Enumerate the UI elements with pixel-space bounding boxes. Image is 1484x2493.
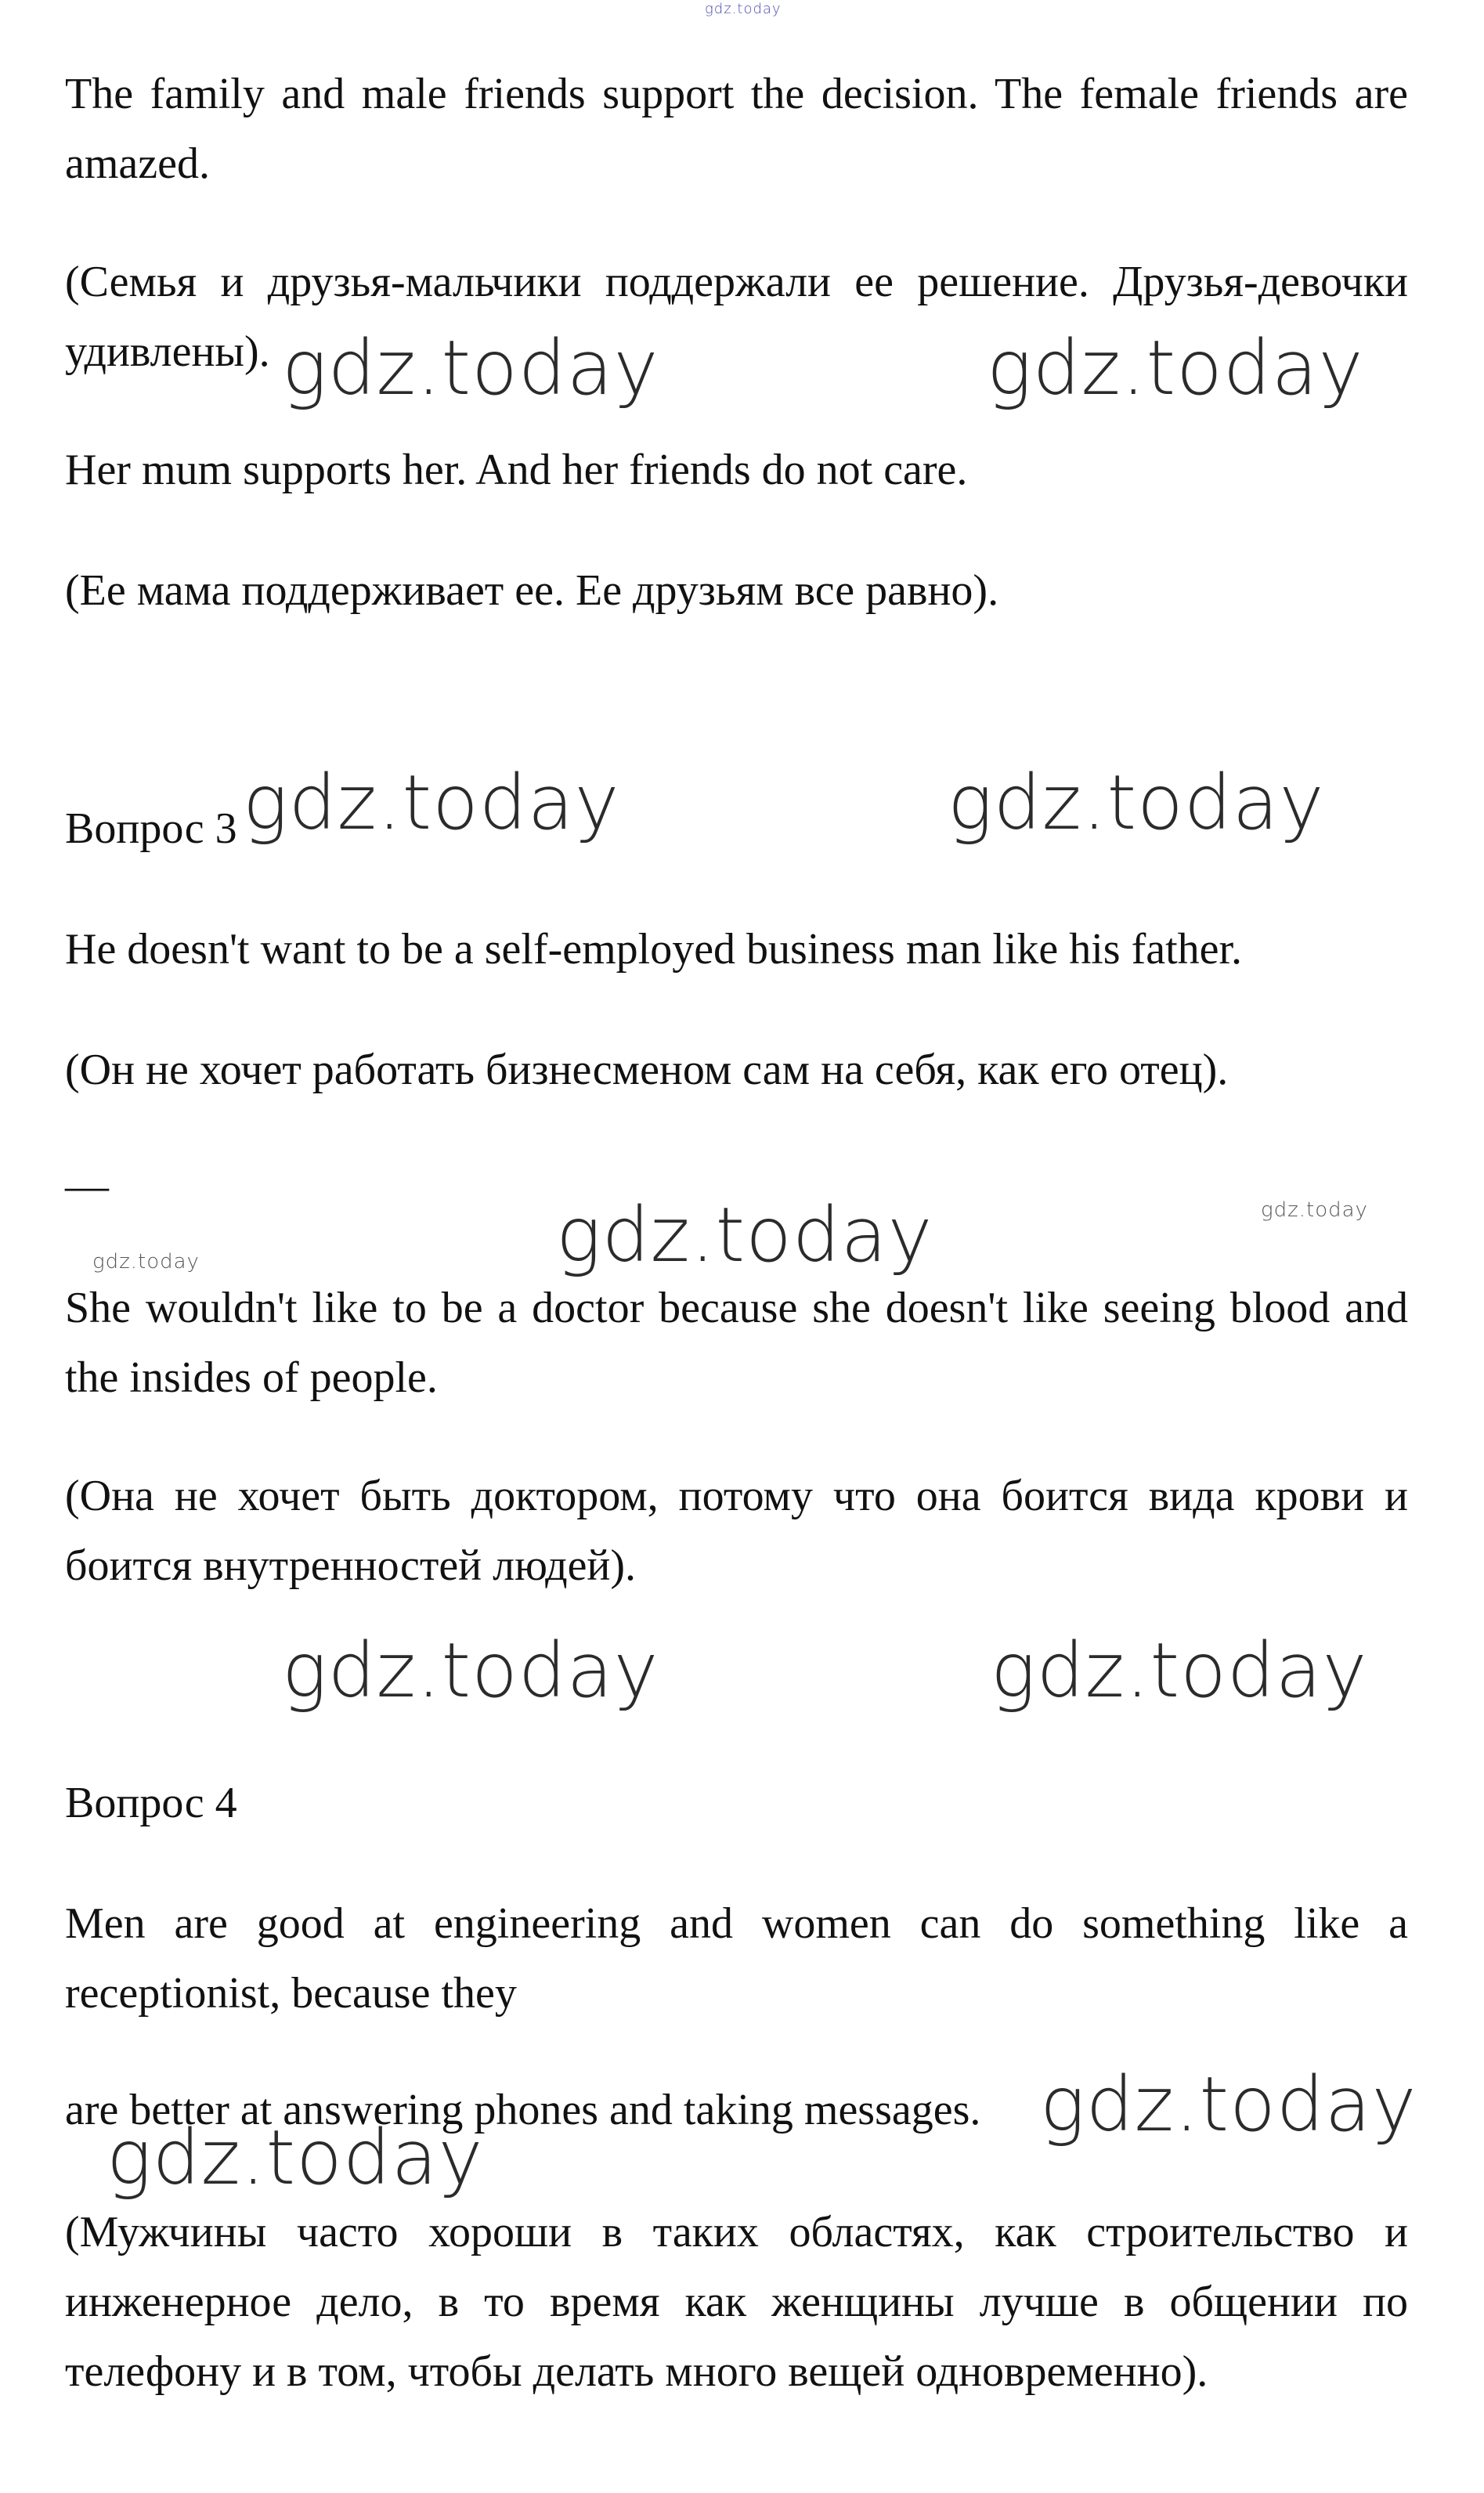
- paragraph: Men are good at engineering and women can do something like a receptionist, because they: [65, 1899, 1408, 2018]
- paragraph: The family and male friends support the decision. The female friends are amazed.: [65, 70, 1408, 188]
- watermark: gdz.today: [107, 2114, 484, 2202]
- watermark: gdz.today: [556, 1191, 933, 1279]
- paragraph: (Она не хочет быть доктором, потому что она боится вида крови и боится внутренностей людей).: [65, 1472, 1408, 1590]
- watermark: gdz.today: [1040, 2061, 1417, 2148]
- paragraph: (Ее мама поддерживает ее. Ее друзьям все равно).: [65, 566, 999, 615]
- watermark-top: gdz.today: [705, 1, 782, 17]
- watermark: gdz.today: [948, 759, 1325, 847]
- question-heading: Вопрос 4: [65, 1779, 237, 1827]
- paragraph: are better at answering phones and taking messages.: [65, 2086, 981, 2134]
- watermark: gdz.today: [282, 324, 659, 412]
- watermark: gdz.today: [991, 1627, 1368, 1714]
- paragraph: She wouldn't like to be a doctor because she doesn't like seeing blood and the insides of people.: [65, 1284, 1408, 1402]
- paragraph: (Семья и друзья-мальчики поддержали ее решение. Друзья-девочки удивлены).: [65, 258, 1408, 376]
- watermark-small: gdz.today: [1261, 1198, 1368, 1222]
- paragraph: Her mum supports her. And her friends do not care.: [65, 446, 968, 494]
- paragraph: (Мужчины часто хороши в таких областях, как строительство и инженерное дело, в то время как женщины лучше в общении по телефону и в том, чтобы делать много вещей одновременно).: [65, 2208, 1408, 2396]
- dash-separator: —: [65, 1162, 109, 1210]
- paragraph: He doesn't want to be a self-employed business man like his father.: [65, 925, 1243, 974]
- paragraph: (Он не хочет работать бизнесменом сам на себя, как его отец).: [65, 1046, 1229, 1094]
- watermark: gdz.today: [987, 324, 1364, 412]
- watermark: gdz.today: [282, 1627, 659, 1714]
- question-heading: Вопрос 3: [65, 804, 237, 853]
- watermark: gdz.today: [243, 759, 620, 847]
- watermark-small: gdz.today: [92, 1250, 200, 1274]
